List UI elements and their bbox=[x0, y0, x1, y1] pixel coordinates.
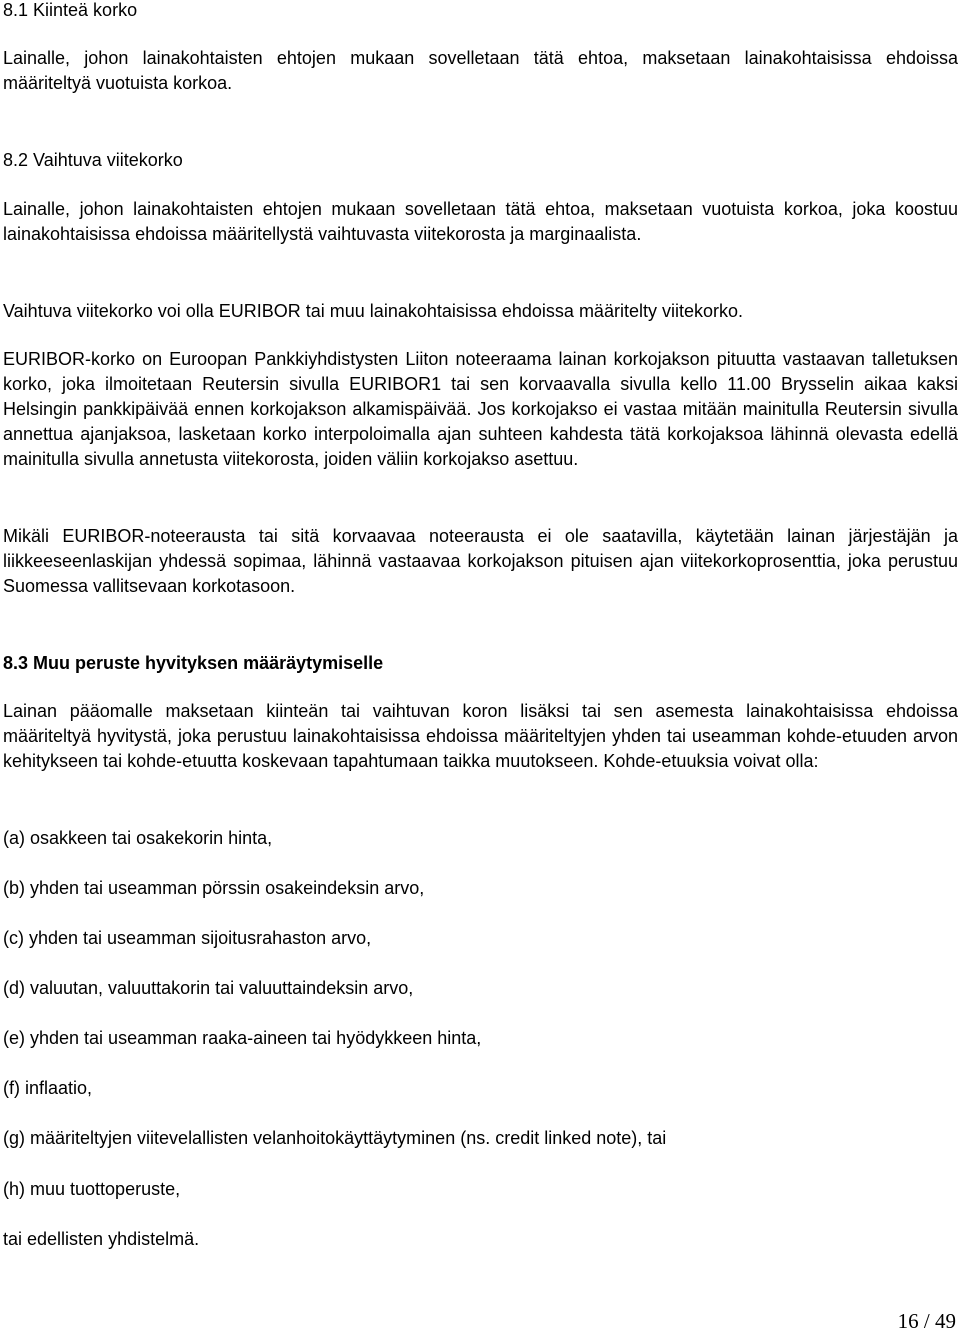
section-8-3-paragraph-1: Lainan pääomalle maksetaan kiinteän tai vaihtuvan koron lisäksi tai sen asemesta lainakohtaisissa ehdoissa määriteltyä hyvitystä, joka perustuu lainakohtaisissa ehdoissa määriteltyjen yhden tai useamman kohde-etuuden arvon kehitykseen tai kohde-etuutta koskevaan tapahtumaan taikka muutokseen. Kohde-etuuksia voivat olla: bbox=[3, 701, 958, 771]
section-8-2-paragraph-2: Vaihtuva viitekorko voi olla EURIBOR tai muu lainakohtaisissa ehdoissa määritelty viitekorko. bbox=[3, 301, 743, 321]
section-8-2-paragraph-4: Mikäli EURIBOR-noteerausta tai sitä korvaavaa noteerausta ei ole saatavilla, käytetään lainan järjestäjän ja liikkeeseenlaskijan yhdessä sopimaa, lähinnä vastaavaa korkojakson pituisen ajan viitekorkoprosenttia, joka perustuu Suomessa vallitsevaan korkotasoon. bbox=[3, 526, 958, 596]
section-8-2-paragraph-3: EURIBOR-korko on Euroopan Pankkiyhdistysten Liiton noteeraama lainan korkojakson pituutta vastaavan talletuksen korko, joka ilmoitetaan Reutersin sivulla EURIBOR1 tai sen korvaavalla sivulla kello 11.00 Brysselin aikaa kaksi Helsingin pankkipäivää ennen korkojakson alkamispäivää. Jos korkojakso ei vastaa mitään mainitulla Reutersin sivulla annettua ajanjaksoa, lasketaan korko interpoloimalla ajan suhteen kahdesta tätä korkojaksoa lähinnä olevasta edellä mainitulla sivulla annetusta viitekorosta, joiden väliin korkojakso asettuu. bbox=[3, 349, 958, 469]
list-item-h: (h) muu tuottoperuste, bbox=[3, 1179, 181, 1199]
section-heading-8-3: 8.3 Muu peruste hyvityksen määräytymiselle bbox=[3, 653, 384, 673]
list-item-b: (b) yhden tai useamman pörssin osakeindeksin arvo, bbox=[3, 878, 425, 898]
section-8-3-closing: tai edellisten yhdistelmä. bbox=[3, 1229, 200, 1249]
list-item-c: (c) yhden tai useamman sijoitusrahaston arvo, bbox=[3, 928, 372, 948]
section-8-1-paragraph: Lainalle, johon lainakohtaisten ehtojen mukaan sovelletaan tätä ehtoa, maksetaan lainakohtaisissa ehdoissa määriteltyä vuotuista korkoa. bbox=[3, 48, 958, 93]
list-item-d: (d) valuutan, valuuttakorin tai valuuttaindeksin arvo, bbox=[3, 978, 414, 998]
list-item-f: (f) inflaatio, bbox=[3, 1078, 93, 1098]
list-item-a: (a) osakkeen tai osakekorin hinta, bbox=[3, 828, 273, 848]
page-number: 16 / 49 bbox=[897, 1309, 956, 1333]
list-item-g: (g) määriteltyjen viitevelallisten velanhoitokäyttäytyminen (ns. credit linked note), tai bbox=[3, 1128, 667, 1148]
section-heading-8-2: 8.2 Vaihtuva viitekorko bbox=[3, 150, 183, 170]
list-item-e: (e) yhden tai useamman raaka-aineen tai hyödykkeen hinta, bbox=[3, 1028, 482, 1048]
section-8-2-paragraph-1: Lainalle, johon lainakohtaisten ehtojen mukaan sovelletaan tätä ehtoa, maksetaan vuotuista korkoa, joka koostuu lainakohtaisissa ehdoissa määritellystä vaihtuvasta viitekorosta ja marginaalista. bbox=[3, 199, 958, 244]
section-heading-8-1: 8.1 Kiinteä korko bbox=[3, 0, 138, 20]
